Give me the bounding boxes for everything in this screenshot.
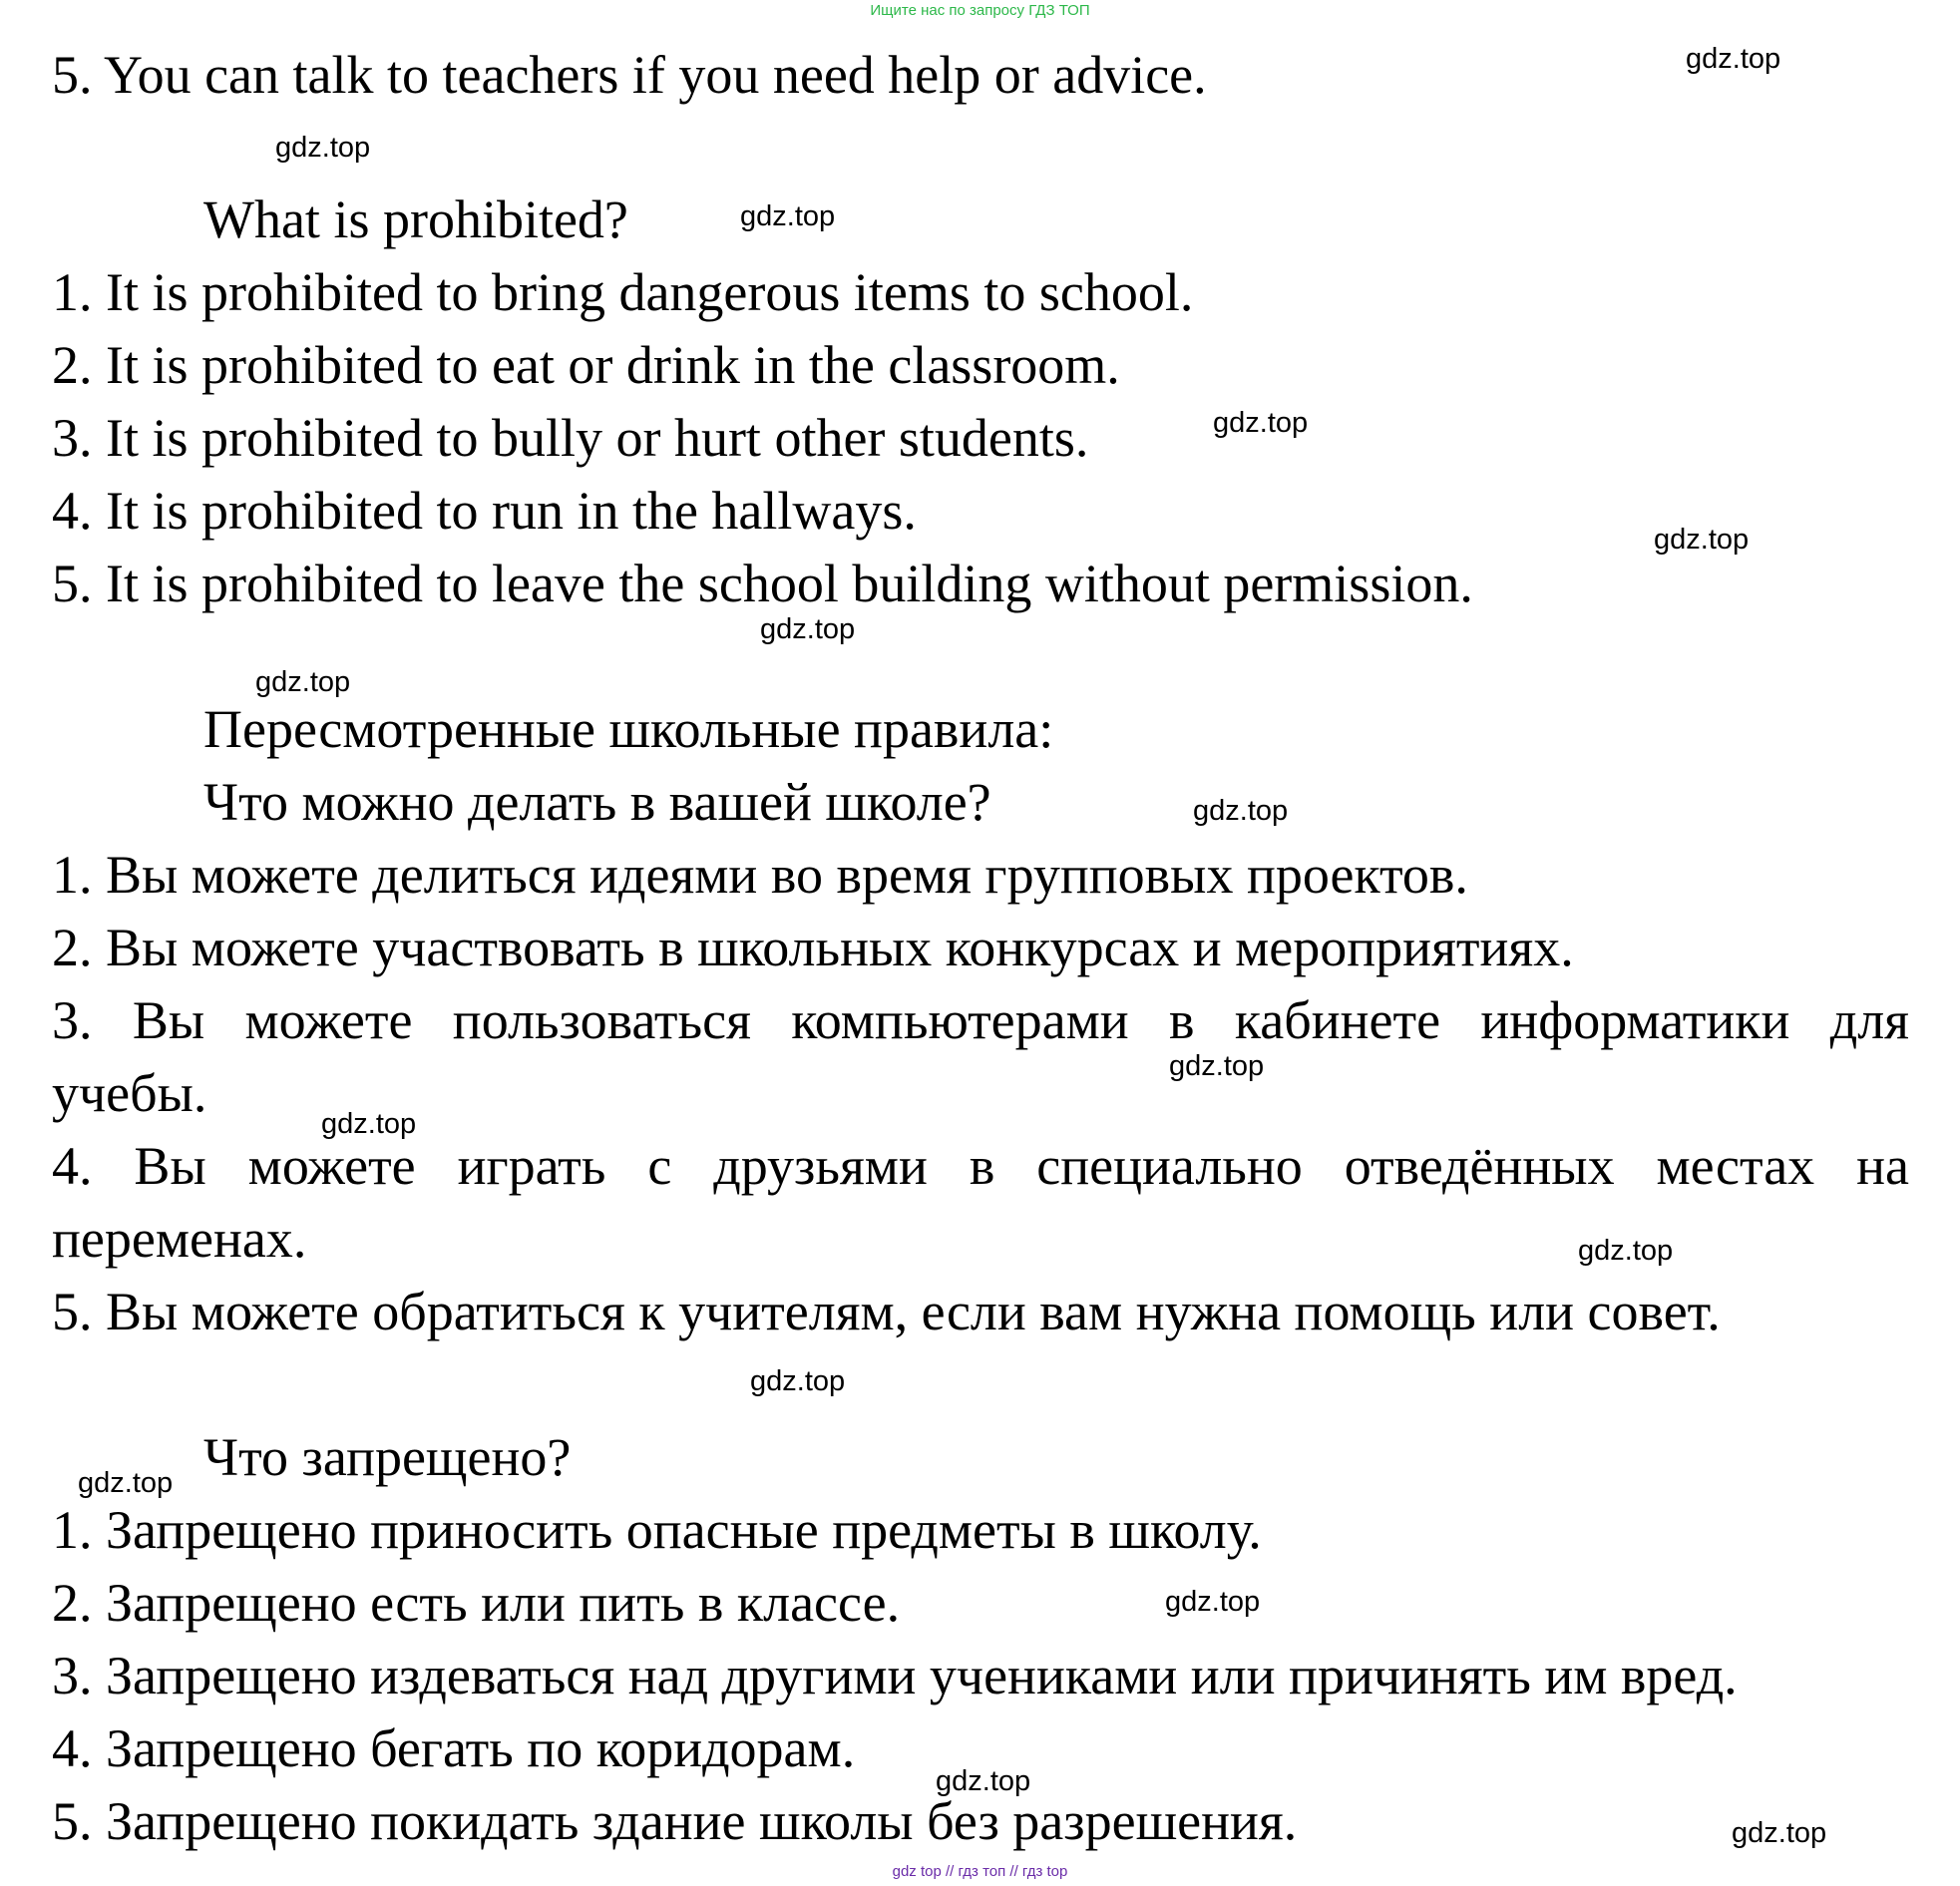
ru-prohibited-item-3: 3. Запрещено издеваться над другими учениками или причинять им вред. — [52, 1646, 1738, 1705]
ru-can-item-4: 4. Вы можете играть с друзьями в специально отведённых местах на — [52, 1136, 1909, 1196]
ru-prohibited-heading: Что запрещено? — [203, 1427, 572, 1487]
watermark: gdz.top — [740, 200, 836, 232]
ru-revised-heading: Пересмотренные школьные правила: — [203, 699, 1054, 759]
ru-prohibited-item-2: 2. Запрещено есть или пить в классе. — [52, 1573, 901, 1633]
ru-prohibited-item-5: 5. Запрещено покидать здание школы без разрешения. — [52, 1791, 1298, 1851]
ru-can-item-5: 5. Вы можете обратиться к учителям, если вам нужна помощь или совет. — [52, 1282, 1721, 1341]
watermark: gdz.top — [1686, 43, 1781, 75]
ru-can-item-4-cont: переменах. — [52, 1209, 307, 1269]
ru-can-item-3-cont: учебы. — [52, 1063, 207, 1123]
watermark: gdz.top — [78, 1467, 174, 1499]
ru-can-heading: Что можно делать в вашей школе? — [203, 772, 991, 832]
ru-prohibited-item-1: 1. Запрещено приносить опасные предметы в школу. — [52, 1500, 1262, 1560]
en-prohibited-item-1: 1. It is prohibited to bring dangerous items to school. — [52, 262, 1194, 322]
watermark: gdz.top — [1193, 795, 1289, 827]
watermark: gdz.top — [321, 1108, 417, 1140]
en-prohibited-item-5: 5. It is prohibited to leave the school building without permission. — [52, 554, 1473, 613]
watermark: gdz.top — [750, 1365, 846, 1397]
en-prohibited-heading: What is prohibited? — [203, 189, 628, 249]
watermark: gdz.top — [255, 666, 351, 698]
en-prohibited-item-3: 3. It is prohibited to bully or hurt other students. — [52, 408, 1089, 468]
watermark: gdz.top — [1213, 407, 1309, 439]
footer-links[interactable]: gdz top // гдз топ // гдз top — [892, 1863, 1068, 1880]
ru-can-item-1: 1. Вы можете делиться идеями во время групповых проектов. — [52, 845, 1468, 905]
watermark: gdz.top — [1732, 1817, 1827, 1849]
ru-prohibited-item-4: 4. Запрещено бегать по коридорам. — [52, 1718, 856, 1778]
en-prohibited-item-2: 2. It is prohibited to eat or drink in the classroom. — [52, 335, 1120, 395]
watermark: gdz.top — [275, 132, 371, 164]
watermark: gdz.top — [1165, 1586, 1261, 1618]
watermark: gdz.top — [1578, 1235, 1674, 1267]
watermark: gdz.top — [760, 613, 856, 645]
watermark: gdz.top — [1654, 524, 1750, 556]
ru-can-item-3: 3. Вы можете пользоваться компьютерами в кабинете информатики для — [52, 990, 1909, 1050]
watermark: gdz.top — [936, 1765, 1031, 1797]
ru-can-item-2: 2. Вы можете участвовать в школьных конкурсах и мероприятиях. — [52, 918, 1574, 977]
en-prohibited-item-4: 4. It is prohibited to run in the hallways. — [52, 481, 917, 541]
search-banner[interactable]: Ищите нас по запросу ГДЗ ТОП — [870, 2, 1090, 19]
watermark: gdz.top — [1169, 1050, 1265, 1082]
en-can-item-5: 5. You can talk to teachers if you need help or advice. — [52, 45, 1207, 105]
